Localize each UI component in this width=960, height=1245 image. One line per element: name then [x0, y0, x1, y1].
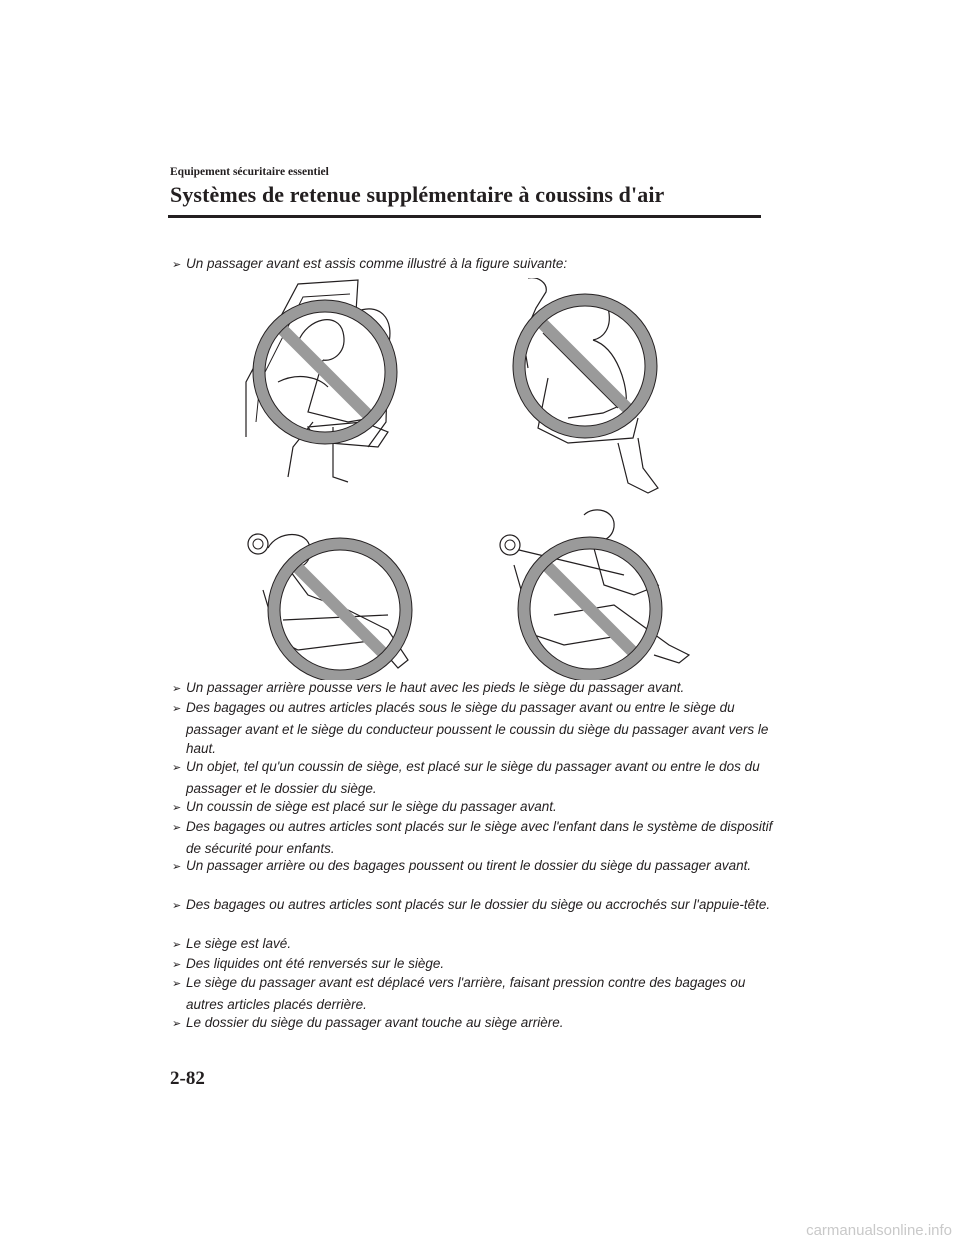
list-item — [172, 895, 786, 917]
bullet-arrow-icon: ➢ — [172, 1018, 182, 1030]
section-label: Equipement sécuritaire essentiel — [170, 166, 329, 178]
bullet-arrow-icon: ➢ — [172, 861, 182, 873]
bullet-arrow-icon: ➢ — [172, 978, 182, 990]
bullet-arrow-icon: ➢ — [172, 822, 182, 834]
bullet-arrow-icon: ➢ — [172, 802, 182, 814]
bullet-text: Le siège du passager avant est déplacé vers l'arrière, faisant pression contre des bagages ou autres articles placés derrière. — [186, 975, 746, 1012]
bullet-arrow-icon: ➢ — [172, 703, 182, 715]
bullet-arrow-icon: ➢ — [172, 939, 182, 951]
bullet-arrow-icon: ➢ — [172, 900, 182, 912]
bullet-text: Des bagages ou autres articles sont placés sur le siège avec l'enfant dans le système de dispositif de sécurité pour enfants. — [186, 819, 773, 856]
bullet-text: Un passager arrière ou des bagages poussent ou tirent le dossier du siège du passager avant. — [186, 858, 752, 873]
bullet-text: Des bagages ou autres articles placés sous le siège du passager avant ou entre le siège du passager avant et le siège du conducteur poussent le coussin du siège du passager avant vers le haut. — [186, 700, 769, 756]
page-number: 2-82 — [170, 1068, 205, 1089]
list-item — [172, 934, 786, 956]
bullet-arrow-icon: ➢ — [172, 959, 182, 971]
bullet-text: Le siège est lavé. — [186, 936, 292, 951]
illustration-leaning-forward — [238, 520, 428, 680]
bullet-text: Un coussin de siège est placé sur le siège du passager avant. — [186, 799, 557, 814]
list-item — [172, 1013, 786, 1035]
bullet-text: Un objet, tel qu'un coussin de siège, est placé sur le siège du passager avant ou entre le dos du passager et le dossier du siège. — [186, 759, 760, 796]
bullet-arrow-icon: ➢ — [172, 683, 182, 695]
bullet-arrow-icon: ➢ — [172, 762, 182, 774]
illustration-leaning-toward-door — [238, 272, 408, 492]
list-item — [172, 757, 786, 798]
page-title: Systèmes de retenue supplémentaire à coussins d'air — [170, 182, 665, 207]
list-item — [172, 973, 786, 1014]
bullet-text: Le dossier du siège du passager avant touche au siège arrière. — [186, 1015, 564, 1030]
list-item — [172, 678, 786, 700]
bullet-text: Un passager arrière pousse vers le haut avec les pieds le siège du passager avant. — [186, 680, 685, 695]
list-item — [172, 817, 786, 858]
watermark: carmanualsonline.info — [806, 1222, 952, 1239]
illustration-feet-up — [494, 505, 694, 680]
list-item — [172, 797, 786, 819]
bullet-arrow-icon: ➢ — [172, 259, 182, 271]
title-rule — [168, 215, 761, 218]
bullet-text: Un passager avant est assis comme illustré à la figure suivante: — [186, 256, 568, 271]
list-item — [172, 698, 786, 759]
illustration-arm-raised — [508, 278, 688, 500]
bullet-text: Des bagages ou autres articles sont placés sur le dossier du siège ou accrochés sur l'appuie-tête. — [186, 897, 771, 912]
bullet-text: Des liquides ont été renversés sur le siège. — [186, 956, 445, 971]
list-item — [172, 856, 786, 878]
